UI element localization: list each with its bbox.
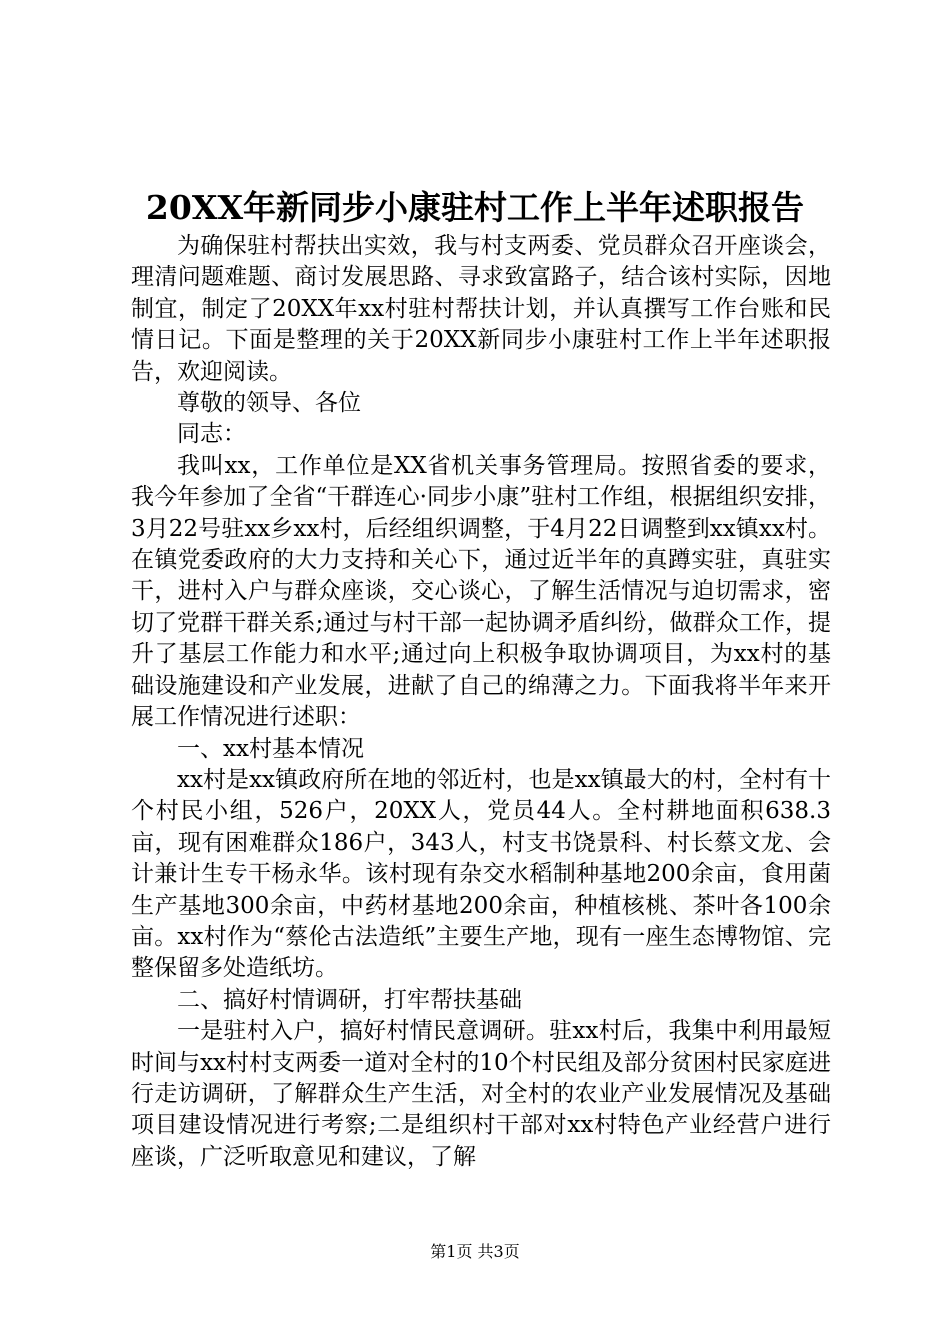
document-body	[131, 231, 831, 1173]
document-title: 20XX年新同步小康驻村工作上半年述职报告	[145, 188, 805, 227]
paragraph-self-introduction: 我叫xx，工作单位是XX省机关事务管理局。按照省委的要求，我今年参加了全省“干群连心·同步小康”驻村工作组，根据组织安排，3月22号驻xx乡xx村，后经组织调整，于4月22日调整到xx镇xx村。在镇党委政府的大力支持和关心下，通过近半年的真蹲实驻，真驻实干，进村入户与群众座谈，交心谈心，了解生活情况与迫切需求，密切了党群干群关系;通过与村干部一起协调矛盾纠纷，做群众工作，提升了基层工作能力和水平;通过向上积极争取协调项目，为xx村的基础设施建设和产业发展，进献了自己的绵薄之力。下面我将半年来开展工作情况进行述职：	[131, 452, 831, 731]
page-footer: 第1页 共3页	[430, 1242, 520, 1261]
paragraph-salutation: 尊敬的领导、各位	[177, 390, 361, 417]
section-heading-1: 一、xx村基本情况	[177, 735, 364, 762]
paragraph-intro: 为确保驻村帮扶出实效，我与村支两委、党员群众召开座谈会，理清问题难题、商讨发展思路、寻求致富路子，结合该村实际，因地制宜，制定了20XX年xx村驻村帮扶计划，并认真撰写工作台账和民情日记。下面是整理的关于20XX新同步小康驻村工作上半年述职报告，欢迎阅读。	[131, 233, 831, 385]
paragraph-research: 一是驻村入户，搞好村情民意调研。驻xx村后，我集中利用最短时间与xx村村支两委一道对全村的10个村民组及部分贫困村民家庭进行走访调研，了解群众生产生活，对全村的农业产业发展情况及基础项目建设情况进行考察;二是组织村干部对xx村特色产业经营户进行座谈，广泛听取意见和建议，了解	[131, 1018, 831, 1170]
paragraph-village-overview: xx村是xx镇政府所在地的邻近村，也是xx镇最大的村，全村有十个村民小组，526户，20XX人，党员44人。全村耕地面积638.3亩，现有困难群众186户，343人，村支书饶景科、村长蔡文龙、会计兼计生专干杨永华。该村现有杂交水稻制种基地200余亩，食用菌生产基地300余亩，中药材基地200余亩，种植核桃、茶叶各100余亩。xx村作为“蔡伦古法造纸”主要生产地，现有一座生态博物馆、完整保留多处造纸坊。	[131, 766, 831, 982]
section-heading-2: 二、搞好村情调研，打牢帮扶基础	[177, 986, 522, 1013]
paragraph-salutation-2: 同志：	[177, 421, 246, 448]
